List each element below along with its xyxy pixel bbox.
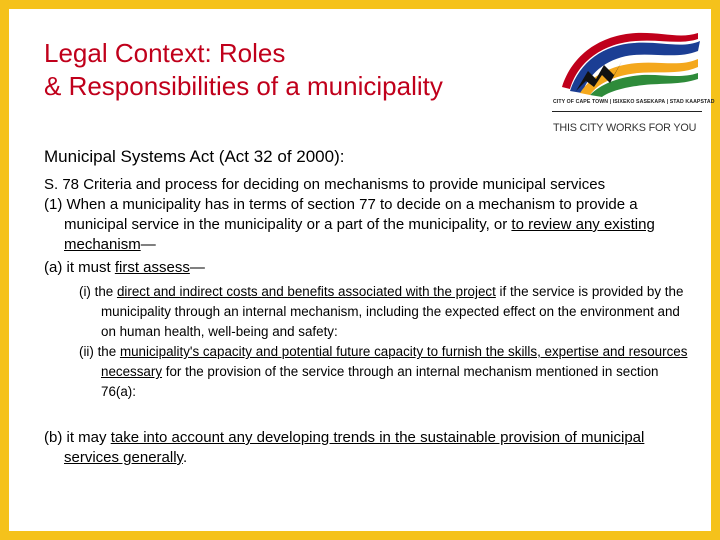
section-78-heading: S. 78 Criteria and process for deciding on mechanisms to provide municipal services: [44, 176, 606, 193]
clause-b: [44, 428, 694, 468]
title-line-1: Legal Context: Roles: [44, 38, 286, 68]
clause-a-dash: —: [189, 259, 205, 276]
item-i: [44, 282, 694, 342]
slide-title: [44, 37, 443, 103]
clause-b-text: (b) it may: [44, 429, 111, 446]
item-i-rest: if the service is provided by the municipality through an internal mechanism, including the expected effect on the environment and on human health, well-being and safety:: [101, 284, 684, 339]
subsection-1-text: (1) When a municipality has in terms of section 77 to decide on a mechanism to provide a municipal service in the municipality or a part of the municipality, or: [44, 196, 638, 233]
subsection-1-underlined: to review any existing mechanism: [64, 216, 655, 253]
act-heading: Municipal Systems Act (Act 32 of 2000):: [44, 147, 345, 166]
subsection-1-dash: —: [140, 236, 156, 253]
logo-city-names: CITY OF CAPE TOWN | ISIXEKO SASEKAPA | STAD KAAPSTAD: [553, 99, 715, 105]
logo-divider: [552, 111, 702, 112]
item-i-text: (i) the: [79, 284, 117, 299]
clause-a-underlined: first assess: [114, 259, 190, 276]
subsection-1: [44, 195, 694, 255]
logo-tagline: THIS CITY WORKS FOR YOU: [553, 122, 697, 134]
city-logo: [552, 31, 715, 149]
title-line-2: & Responsibilities of a municipality: [44, 71, 443, 101]
item-ii: [44, 342, 694, 402]
slide-body: [44, 147, 694, 468]
city-flag-icon: [552, 31, 702, 97]
item-i-underlined: direct and indirect costs and benefits associated with the project: [116, 284, 496, 299]
item-ii-text: (ii) the: [79, 344, 120, 359]
clause-a: [44, 258, 694, 278]
slide: [9, 9, 715, 531]
clause-b-period: .: [182, 449, 188, 466]
item-ii-rest: for the provision of the service through an internal mechanism mentioned in section 76(a):: [101, 364, 659, 399]
clause-b-underlined: take into account any developing trends in the sustainable provision of municipal services generally: [64, 429, 645, 466]
item-ii-underlined: municipality's capacity and potential future capacity to furnish the skills, expertise and resources necessary: [101, 344, 688, 379]
clause-a-text: (a) it must: [44, 259, 115, 276]
